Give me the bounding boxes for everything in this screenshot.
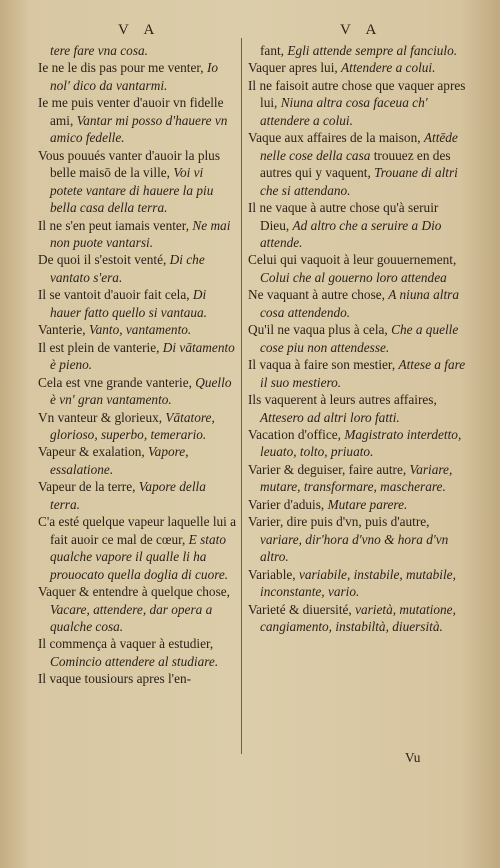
dictionary-entry bbox=[38, 478, 239, 513]
dictionary-entry bbox=[38, 286, 239, 321]
dictionary-entry bbox=[38, 42, 239, 59]
dictionary-entry bbox=[38, 635, 239, 670]
italian-translation: Attēde nelle cose della casa bbox=[260, 130, 458, 163]
french-headword: Il commença à vaquer à estudier, bbox=[38, 636, 214, 652]
italian-translation: Di vātamento è pieno. bbox=[50, 339, 235, 373]
dictionary-entry bbox=[248, 566, 470, 601]
italian-translation: Attendere a colui. bbox=[341, 60, 436, 76]
right-column bbox=[248, 42, 470, 635]
french-headword: Ne vaquant à autre chose, bbox=[248, 287, 389, 303]
dictionary-entry bbox=[38, 217, 239, 252]
italian-translation: Ad altro che a seruire a Dio attende. bbox=[260, 217, 442, 250]
french-headword: Varier, dire puis d'vn, puis d'autre, bbox=[248, 514, 430, 530]
running-head-left: V A bbox=[118, 22, 161, 38]
french-headword: Vacation d'office, bbox=[248, 426, 345, 442]
french-headword: Celui qui vaquoit à leur gouuernement, bbox=[248, 252, 457, 268]
italian-translation: Comincio attendere al studiare. bbox=[50, 653, 219, 669]
dictionary-entry bbox=[248, 426, 470, 461]
column-divider bbox=[241, 38, 242, 754]
italian-translation: Mutare parere. bbox=[327, 496, 408, 512]
dictionary-entry bbox=[38, 94, 239, 146]
dictionary-entry bbox=[38, 670, 239, 687]
italian-translation: Di che vantato s'era. bbox=[50, 252, 205, 285]
italian-translation: varietà, mutatione, cangiamento, instabiltà, diuersità. bbox=[260, 601, 456, 634]
italian-translation: Ne mai non puote vantarsi. bbox=[50, 217, 231, 250]
french-headword: Variable, bbox=[248, 566, 299, 582]
french-headword: Il ne s'en peut iamais venter, bbox=[38, 217, 193, 233]
dictionary-entry bbox=[248, 391, 470, 426]
dictionary-entry bbox=[248, 601, 470, 636]
italian-translation: variare, dir'hora d'vno & hora d'vn altro. bbox=[260, 531, 449, 565]
french-headword: Il ne vaque à autre chose qu'à seruir Dieu, bbox=[248, 200, 439, 233]
italian-translation: Magistrato interdetto, leuato, tolto, priuato. bbox=[260, 426, 462, 460]
italian-translation: Vantar mi posso d'hauere vn amico fedelle. bbox=[50, 112, 228, 146]
italian-translation: Niuna altra cosa faceua ch' attendere a colui. bbox=[260, 95, 428, 128]
dictionary-entry bbox=[248, 321, 470, 356]
french-headword: Vanterie, bbox=[38, 322, 89, 338]
french-headword: Il vaqua à faire son mestier, bbox=[248, 357, 399, 373]
italian-translation: variabile, instabile, mutabile, inconstante, vario. bbox=[260, 566, 456, 600]
dictionary-entry bbox=[38, 513, 239, 583]
french-headword: Il se vantoit d'auoir fait cela, bbox=[38, 287, 193, 303]
dictionary-entry bbox=[248, 286, 470, 321]
dictionary-entry bbox=[38, 409, 239, 444]
italian-translation: E stato qualche vapore il qualle li ha prouocato quella doglia di cuore. bbox=[50, 531, 229, 582]
italian-translation: tere fare vna cosa. bbox=[50, 43, 148, 58]
italian-translation: A niuna altra cosa attendendo. bbox=[260, 287, 459, 320]
french-headword: Vaque aux affaires de la maison, bbox=[248, 130, 424, 146]
italian-translation: Quello è vn' gran vantamento. bbox=[50, 374, 232, 408]
french-headword: Vapeur & exalation, bbox=[38, 444, 149, 460]
dictionary-entry bbox=[38, 251, 239, 286]
french-headword: Ie ne le dis pas pour me venter, bbox=[38, 60, 207, 76]
dictionary-entry bbox=[38, 339, 239, 374]
french-headword: Ie me puis venter d'auoir vn fidelle ami, bbox=[38, 95, 224, 128]
italian-translation: Attesero ad altri loro fatti. bbox=[260, 409, 400, 425]
dictionary-entry bbox=[38, 374, 239, 409]
dictionary-entry bbox=[248, 496, 470, 513]
italian-translation: Attese a fare il suo mestiero. bbox=[260, 357, 466, 390]
dictionary-entry bbox=[248, 42, 470, 59]
italian-translation: Egli attende sempre al fanciulo. bbox=[287, 43, 458, 58]
french-headword: Vous pouués vanter d'auoir la plus belle maisō de la ville, bbox=[38, 147, 221, 181]
italian-translation: Voi vi potete vantare di hauere la piu bella casa della terra. bbox=[50, 165, 214, 216]
italian-translation: Di hauer fatto quello si vantaua. bbox=[50, 287, 207, 320]
french-headword: trouuez en des autres qui y vaquent, bbox=[260, 147, 451, 181]
catchword: Vu bbox=[405, 750, 421, 765]
italian-translation: Vapore, essalatione. bbox=[50, 444, 189, 477]
french-headword: Cela est vne grande vanterie, bbox=[38, 374, 196, 390]
italian-translation: Vanto, vantamento. bbox=[88, 322, 192, 338]
dictionary-entry bbox=[38, 147, 239, 217]
dictionary-entry bbox=[248, 129, 470, 199]
italian-translation: Che a quelle cose piu non attendesse. bbox=[260, 322, 459, 355]
dictionary-entry bbox=[38, 443, 239, 478]
french-headword: Varieté & diuersité, bbox=[248, 601, 356, 617]
italian-translation: Vātatore, glorioso, superbo, temerario. bbox=[50, 409, 215, 442]
dictionary-entry bbox=[248, 461, 470, 496]
french-headword: Varier d'aduis, bbox=[248, 496, 328, 512]
italian-translation: Colui che al gouerno loro attendea bbox=[260, 269, 447, 285]
italian-translation: Vacare bbox=[50, 601, 87, 617]
running-head-right: V A bbox=[340, 22, 383, 38]
italian-translation: Trouane di altri che si attendano. bbox=[260, 165, 458, 198]
dictionary-entry bbox=[38, 59, 239, 94]
italian-translation: Io nol' dico da vantarmi. bbox=[50, 60, 219, 93]
dictionary-entry bbox=[248, 513, 470, 565]
dictionary-entry bbox=[248, 77, 470, 129]
italian-translation: Variare, mutare, transformare, mascherare. bbox=[260, 461, 453, 495]
dictionary-entry bbox=[248, 251, 470, 286]
french-headword: Il vaque tousiours apres l'en- bbox=[38, 671, 192, 687]
left-column bbox=[38, 42, 239, 688]
dictionary-entry bbox=[248, 59, 470, 76]
french-headword: Varier & deguiser, faire autre, bbox=[248, 461, 410, 477]
french-headword: De quoi il s'estoit venté, bbox=[38, 252, 170, 268]
french-headword: Il est plein de vanterie, bbox=[38, 339, 163, 355]
dictionary-entry bbox=[38, 583, 239, 635]
french-headword: Vaquer & entendre à quelque chose, bbox=[38, 584, 230, 600]
french-headword: Il ne faisoit autre chose que vaquer apres lui, bbox=[248, 77, 466, 111]
french-headword: Ils vaquerent à leurs autres affaires, bbox=[248, 392, 437, 408]
dictionary-entry bbox=[248, 199, 470, 251]
dictionary-entry bbox=[248, 356, 470, 391]
french-headword: Vn vanteur & glorieux, bbox=[38, 409, 166, 425]
french-headword: fant, bbox=[260, 43, 288, 58]
french-headword: Vapeur de la terre, bbox=[38, 479, 139, 495]
dictionary-entry bbox=[38, 321, 239, 338]
french-headword: C'a esté quelque vapeur laquelle lui a fait auoir ce mal de cœur, bbox=[38, 514, 237, 547]
italian-translation: Vapore della terra. bbox=[50, 479, 206, 512]
italian-translation: attendere, dar opera a qualche cosa. bbox=[50, 601, 213, 634]
french-headword: Qu'il ne vaqua plus à cela, bbox=[248, 322, 392, 338]
french-headword: Vaquer apres lui, bbox=[248, 60, 342, 76]
french-headword: , bbox=[86, 601, 94, 617]
